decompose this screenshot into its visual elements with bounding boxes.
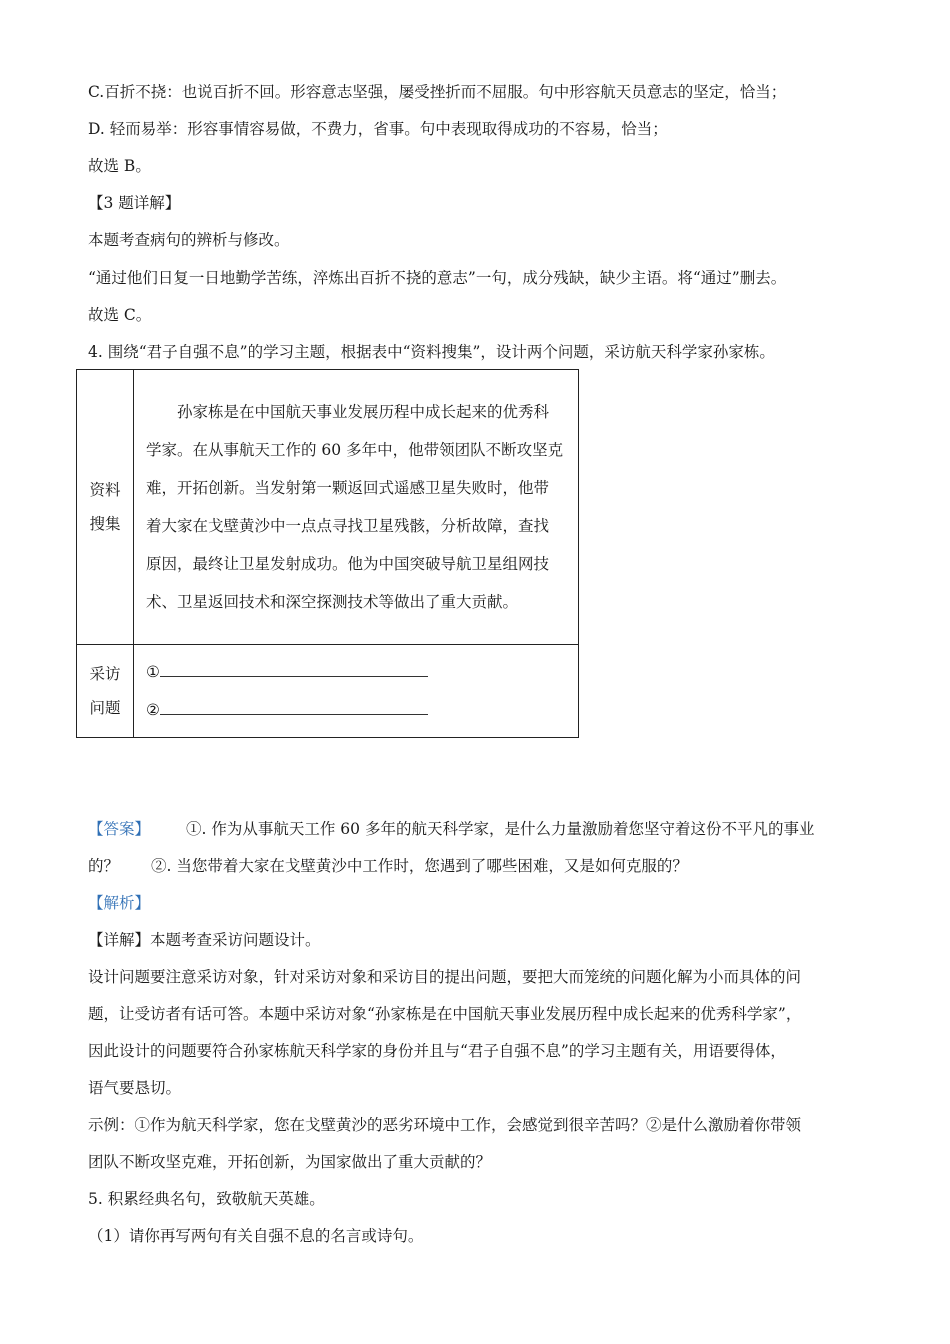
answer-line-2 xyxy=(88,855,688,877)
interview-label xyxy=(77,645,134,738)
q5-sub1: （1）请你再写两句有关自强不息的名言或诗句。 xyxy=(88,1227,424,1245)
interview-question-2[interactable] xyxy=(146,691,568,729)
q3-analysis: “通过他们日复一日地勤学苦练，淬炼出百折不挠的意志”一句，成分残缺，缺少主语。将“通过”删去。 xyxy=(88,269,787,287)
answer-blank-1[interactable] xyxy=(160,662,428,677)
option-d-line: D. 轻而易举：形容事情容易做，不费力，省事。句中表现取得成功的不容易，恰当； xyxy=(88,120,668,138)
answer-tag: 【答案】 xyxy=(88,820,151,838)
answer-part-1: ①. 作为从事航天工作 60 多年的航天科学家，是什么力量激励着您坚守着这份不平凡的事业 xyxy=(186,820,815,838)
material-row xyxy=(77,370,579,645)
analysis-p1-l2: 题，让受访者有话可答。本题中采访对象“孙家栋是在中国航天事业发展历程中成长起来的优秀科学家”， xyxy=(88,1005,802,1023)
material-table xyxy=(76,369,579,738)
interview-question-1[interactable] xyxy=(146,653,568,691)
q3-header: 【3 题详解】 xyxy=(88,194,181,212)
material-label xyxy=(77,370,134,645)
interview-label-1: 采访 xyxy=(89,665,121,683)
material-text: 孙家栋是在中国航天事业发展历程中成长起来的优秀科学家。在从事航天工作的 60 多年中，他带领团队不断攻坚克难，开拓创新。当发射第一颗返回式遥感卫星失败时，他带着大家在戈壁黄沙中一点点寻找卫星残骸，分析故障，查找原因，最终让卫星发射成功。他为中国突破导航卫星组网技术、卫星返回技术和深空探测技术等做出了重大贡献。 xyxy=(146,403,564,611)
q5-stem: 5. 积累经典名句，致敬航天英雄。 xyxy=(88,1190,325,1208)
answer-blank-2[interactable] xyxy=(160,700,428,715)
option-c-line: C.百折不挠：也说百折不回。形容意志坚强，屡受挫折而不屈服。句中形容航天员意志的坚定，恰当； xyxy=(88,83,787,101)
q3-topic: 本题考查病句的辨析与修改。 xyxy=(88,231,290,249)
analysis-p1-l4: 语气要恳切。 xyxy=(88,1079,182,1097)
answer-line-1 xyxy=(88,818,814,840)
example-l1: 示例：①作为航天科学家，您在戈壁黄沙的恶劣环境中工作，会感觉到很辛苦吗？②是什么激励着你带领 xyxy=(88,1116,802,1134)
material-label-2: 搜集 xyxy=(89,515,121,533)
analysis-p1-l1: 设计问题要注意采访对象，针对采访对象和采访目的提出问题，要把大而笼统的问题化解为小而具体的问 xyxy=(88,968,802,986)
answer-c-line: 故选 C。 xyxy=(88,306,152,324)
interview-row xyxy=(77,645,579,738)
answer-part-2: ②. 当您带着大家在戈壁黄沙中工作时，您遇到了哪些困难，又是如何克服的？ xyxy=(151,857,688,875)
analysis-p1-l3: 因此设计的问题要符合孙家栋航天科学家的身份并且与“君子自强不息”的学习主题有关，用语要得体， xyxy=(88,1042,786,1060)
q1-marker: ① xyxy=(146,663,160,681)
q2-marker: ② xyxy=(146,701,160,719)
interview-cell xyxy=(134,645,579,738)
analysis-tag: 【解析】 xyxy=(88,894,151,912)
answer-part-2-start: 的？ xyxy=(88,857,120,875)
material-text-cell xyxy=(134,370,579,645)
q4-stem: 4. 围绕“君子自强不息”的学习主题，根据表中“资料搜集”，设计两个问题，采访航天科学家孙家栋。 xyxy=(88,343,775,361)
example-l2: 团队不断攻坚克难，开拓创新，为国家做出了重大贡献的？ xyxy=(88,1153,492,1171)
material-label-1: 资料 xyxy=(89,481,121,499)
analysis-detail: 【详解】本题考查采访问题设计。 xyxy=(88,931,321,949)
interview-label-2: 问题 xyxy=(89,699,121,717)
answer-b-line: 故选 B。 xyxy=(88,157,151,175)
